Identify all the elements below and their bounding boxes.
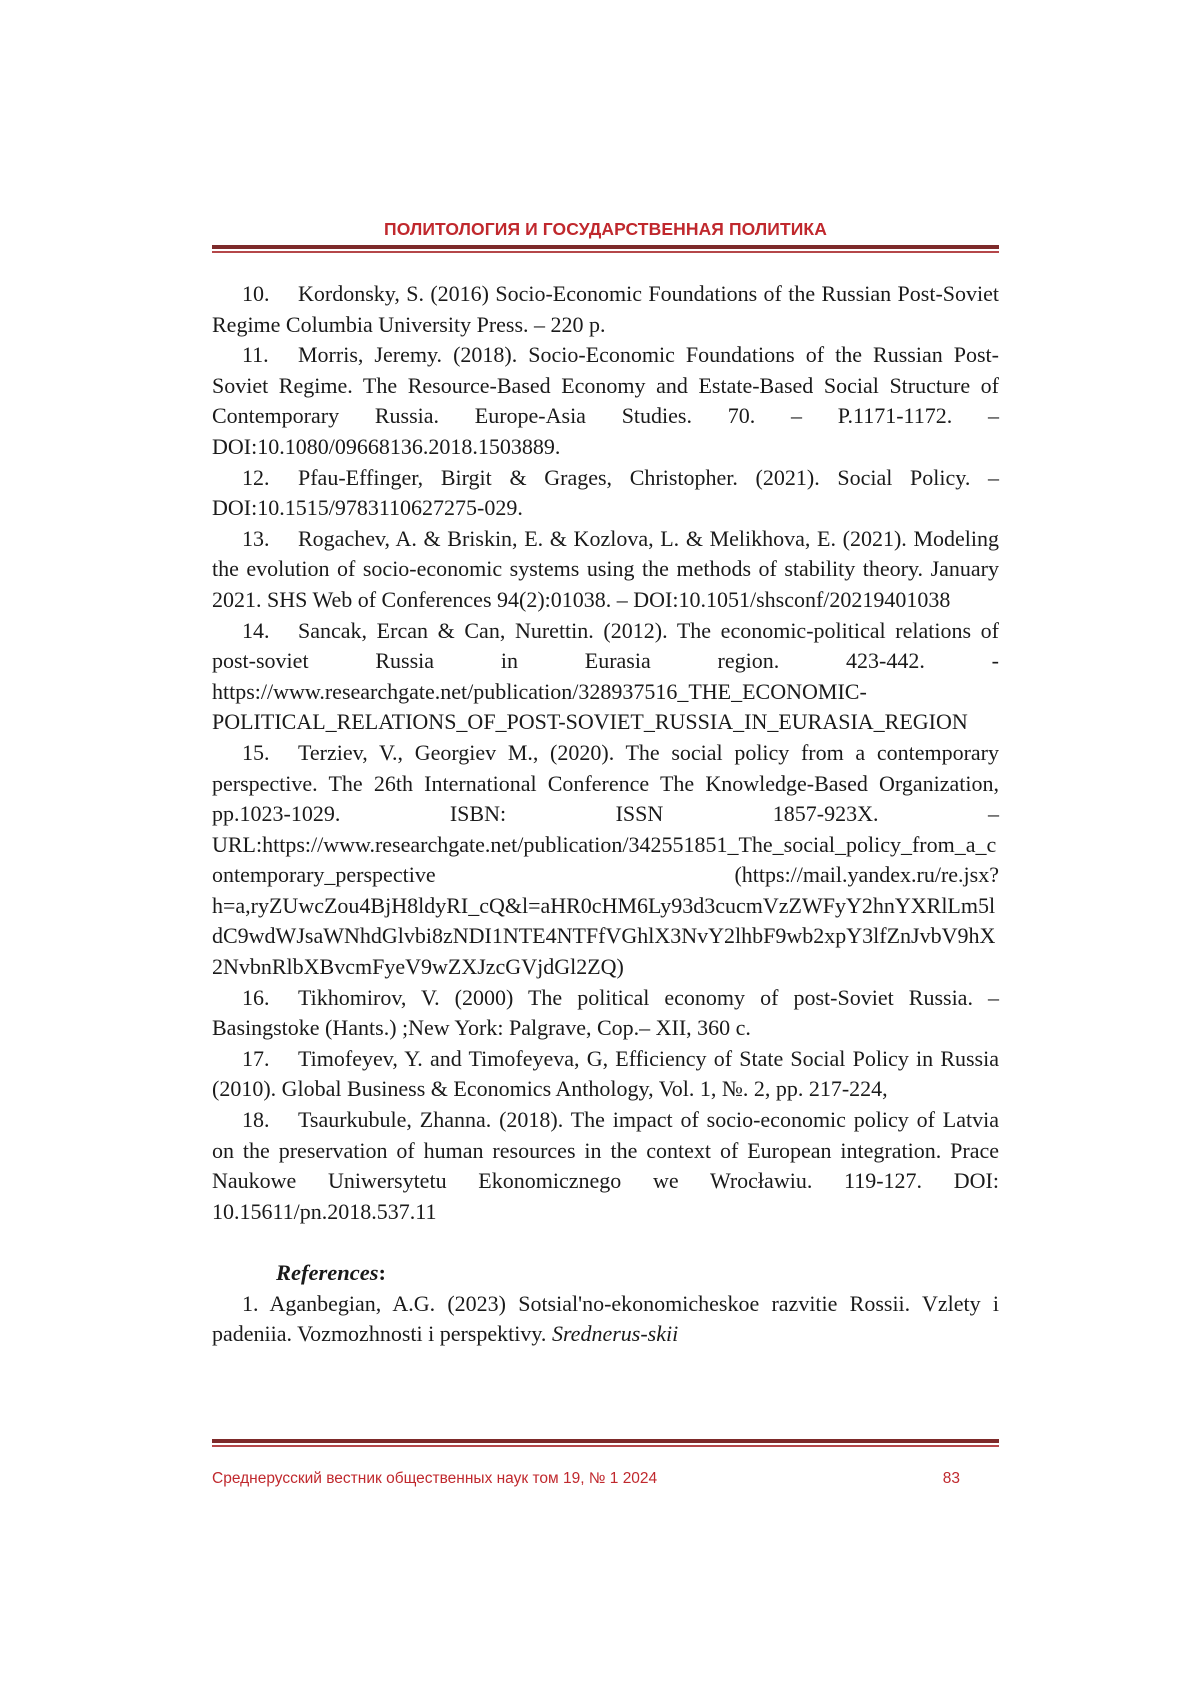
header-rule-thin bbox=[212, 251, 999, 253]
reference-item bbox=[212, 463, 999, 524]
reference-item bbox=[212, 524, 999, 616]
references-heading bbox=[212, 1258, 999, 1289]
reference-number: 16. bbox=[242, 984, 270, 1010]
page-number: 83 bbox=[942, 1470, 960, 1487]
references-heading-colon: : bbox=[378, 1260, 386, 1285]
footer-rule bbox=[212, 1439, 999, 1447]
reference-text: Timofeyev, Y. and Timofeyeva, G, Efficiency of State Social Policy in Russia (2010). Global Business & Economics Anthology, Vol. 1, №. 2, pp. 217-224, bbox=[212, 1045, 999, 1102]
reference-number: 13. bbox=[242, 525, 270, 551]
reference-text: Rogachev, A. & Briskin, E. & Kozlova, L. & Melikhova, E. (2021). Modeling the evolution of socio-economic systems using the methods of stability theory. January 2021. SHS Web of Conferences 94(2):01038. – DOI:10.1051/shsconf/20219401038 bbox=[212, 525, 999, 612]
reference-item bbox=[212, 340, 999, 462]
running-title: ПОЛИТОЛОГИЯ И ГОСУДАРСТВЕННАЯ ПОЛИТИКА bbox=[384, 219, 827, 239]
reference-item bbox=[212, 279, 999, 340]
header-rule-thick bbox=[212, 245, 999, 249]
reference-item bbox=[212, 738, 999, 983]
reference-item bbox=[212, 1105, 999, 1227]
header-rule bbox=[212, 245, 999, 253]
references-heading-text: References bbox=[276, 1260, 379, 1285]
reference-number: 10. bbox=[242, 281, 270, 306]
reference-number: 12. bbox=[242, 464, 270, 490]
reference-text: Aganbegian, A.G. (2023) Sotsial'no-ekonomicheskoe razvitie Rossii. Vzlety i padeniia. Vozmozhnosti i perspektivy. bbox=[212, 1290, 999, 1347]
footer-journal-info: Среднерусский вестник общественных наук том 19, № 1 2024 bbox=[212, 1470, 658, 1487]
reference-number: 1. bbox=[242, 1290, 259, 1316]
reference-text: Tsaurkubule, Zhanna. (2018). The impact of socio-economic policy of Latvia on the preservation of human resources in the context of European integration. Prace Naukowe Uniwersytetu Ekonomicznego we Wrocławiu. 119-127. DOI: 10.15611/pn.2018.537.11 bbox=[212, 1107, 999, 1224]
footer-rule-thick bbox=[212, 1439, 999, 1443]
footer-rule-thin bbox=[212, 1445, 999, 1447]
reference-journal: Srednerus-skii bbox=[551, 1321, 679, 1347]
reference-item bbox=[212, 616, 999, 738]
reference-number: 17. bbox=[242, 1045, 270, 1071]
reference-list bbox=[212, 279, 999, 1227]
main-content bbox=[212, 279, 999, 1350]
reference-text: Terziev, V., Georgiev M., (2020). The social policy from a contemporary perspective. The 26th International Conference The Knowledge-Based Organization, pp.1023-1029. ISBN: ISSN 1857-923X. – URL:https://www.researchgate.net/publication/342551851_The_social_policy_from_a_contemporary_perspective (https://mail.yandex.ru/re.jsx?h=a,ryZUwcZou4BjH8ldyRI_cQ&l=aHR0cHM6Ly93d3cucmVzZWFyY2hnYXRlLm5ldC9wdWJsaWNhdGlvbi8zNDI1NTE4NTFfVGhlX3NvY2lhbF9wb2xpY3lfZnJvbV9hX2NvbnRlbXBvcmFyeV9wZXJzcGVjdGl2ZQ) bbox=[212, 739, 999, 980]
reference-number: 18. bbox=[242, 1107, 270, 1133]
reference-text: Kordonsky, S. (2016) Socio-Economic Foundations of the Russian Post-Soviet Regime Columbia University Press. – 220 p. bbox=[212, 281, 999, 337]
reference-item bbox=[212, 1044, 999, 1105]
reference-text: Pfau-Effinger, Birgit & Grages, Christopher. (2021). Social Policy. – DOI:10.1515/9783110627275-029. bbox=[212, 464, 999, 521]
reference-item bbox=[212, 983, 999, 1044]
reference-entry bbox=[212, 1289, 999, 1350]
reference-text: Tikhomirov, V. (2000) The political economy of post-Soviet Russia. – Basingstoke (Hants.) ;New York: Palgrave, Cop.– XII, 360 c. bbox=[212, 984, 999, 1041]
reference-number: 15. bbox=[242, 739, 270, 765]
reference-text: Sancak, Ercan & Can, Nurettin. (2012). The economic-political relations of post-soviet Russia in Eurasia region. 423-442. - https://www.researchgate.net/publication/328937516_THE_ECONOMIC-POLITICAL_RELATIONS_OF_POST-SOVIET_RUSSIA_IN_EURASIA_REGION bbox=[212, 617, 999, 735]
reference-number: 11. bbox=[242, 342, 269, 368]
reference-number: 14. bbox=[242, 617, 270, 643]
reference-text: Morris, Jeremy. (2018). Socio-Economic Foundations of the Russian Post-Soviet Regime. The Resource-Based Economy and Estate-Based Social Structure of Contemporary Russia. Europe-Asia Studies. 70. – P.1171-1172. – DOI:10.1080/09668136.2018.1503889. bbox=[212, 342, 999, 459]
